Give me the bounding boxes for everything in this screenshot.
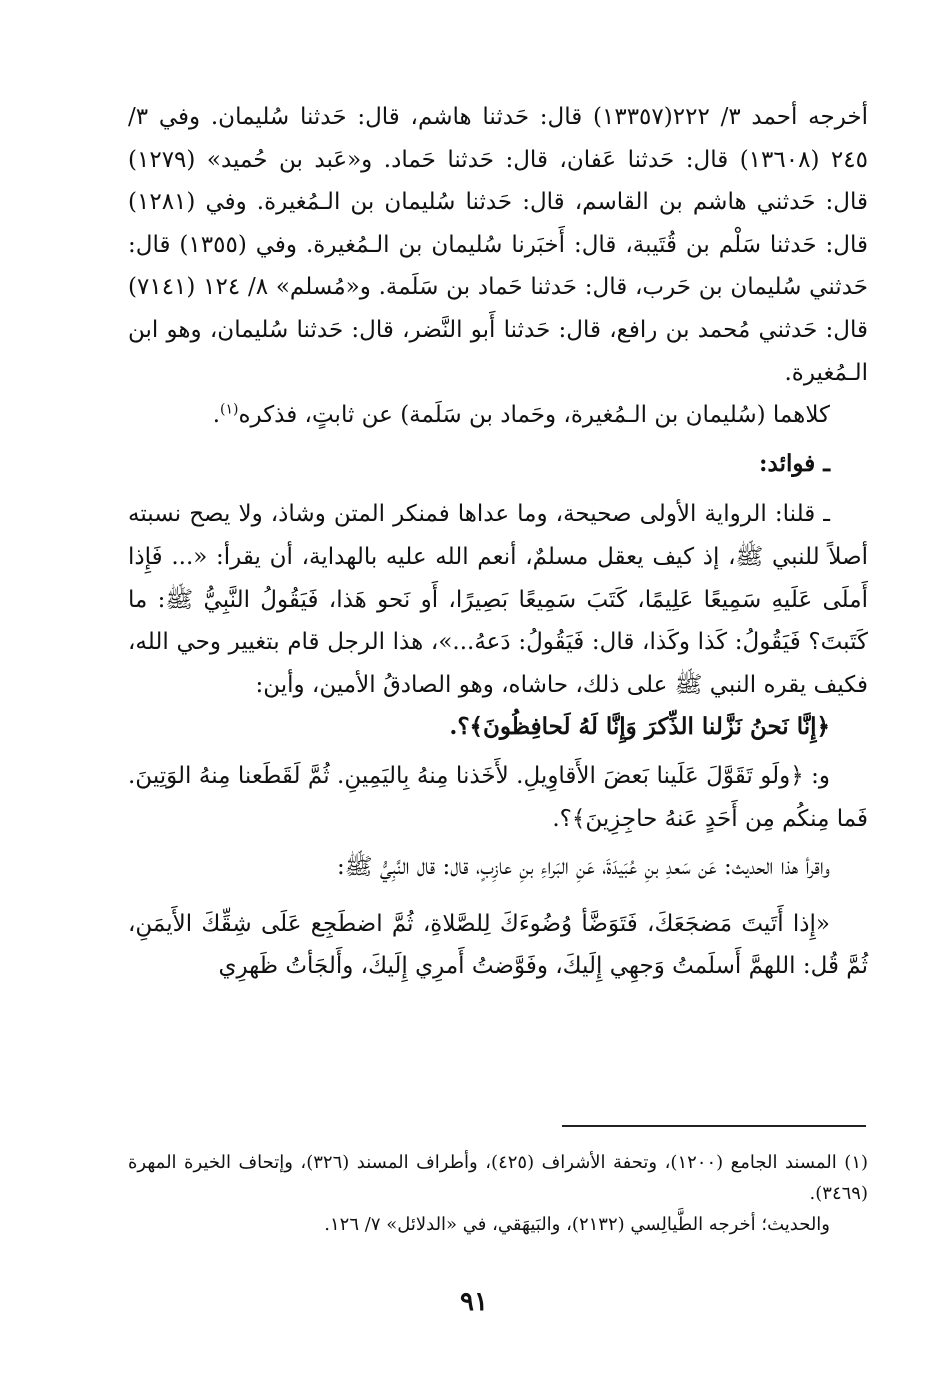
page-number: ٩١ [460,1287,488,1317]
both-narrators-paragraph [128,394,868,437]
quran-verse-1: ﴿إِنَّا نَحنُ نَزَّلنا الذِّكرَ وَإِنَّا لَهُ لَحافِظُونَ﴾؟. [449,713,830,741]
footnotes [128,1147,868,1240]
hadith-intro: واقرأ هذا الحديث: عَن سَعدِ بنِ عُبَيدَةَ، عَنِ البَراءِ بنِ عازِبٍ، قال: قال النَّبِيُّ ﷺ: [337,854,830,881]
both-narrators-text: كلاهما (سُليمان بن الـمُغيرة، وحَماد بن سَلَمة) عن ثابتٍ، فذكره [238,402,830,429]
section-heading: ـ فوائد: [759,449,830,477]
footnote-1: (١) المسند الجامع (١٢٠٠)، وتحفة الأشراف (٤٢٥)، وأطراف المسند (٣٢٦)، وإتحاف الخيرة المهرة (٣٤٦٩). [128,1152,869,1204]
takhrij-paragraph: أخرجه أحمد ٣/ ٢٢٢(١٣٣٥٧) قال: حَدثنا هاشم، قال: حَدثنا سُليمان. وفي ٣/ ٢٤٥ (١٣٦٠٨) قال: حَدثنا عَفان، قال: حَدثنا حَماد. و«عَبد بن حُميد» (١٢٧٩) قال: حَدثني هاشم بن القاسم، قال: حَدثنا سُليمان بن الـمُغيرة. وفي (١٢٨١) قال: حَدثنا سَلْم بن قُتَيبة، قال: أَخبَرنا سُليمان بن الـمُغيرة. وفي (١٣٥٥) قال: حَدثني سُليمان بن حَرب، قال: حَدثنا حَماد بن سَلَمة. و«مُسلم» ٨/ ١٢٤ (٧١٤١) قال: حَدثني مُحمد بن رافع، قال: حَدثنا أَبو النَّضر، قال: حَدثنا سُليمان، وهو ابن الـمُغيرة. [128,104,869,386]
benefits-paragraph: ـ قلنا: الرواية الأولى صحيحة، وما عداها فمنكر المتن وشاذ، ولا يصح نسبته أصلاً للنبي ﷺ، إذ كيف يعقل مسلمٌ، أنعم الله عليه بالهداية، أن يقرأ: «... فَإِذا أَملَى عَلَيهِ سَمِيعًا عَلِيمًا، كَتَبَ سَمِيعًا بَصِيرًا، أَو نَحو هَذا، فَيَقُولُ النَّبِيُّ ﷺ: ما كَتَبتَ؟ فَيَقُولُ: كَذا وكَذا، قال: فَيَقُولُ: دَعهُ...»، هذا الرجل قام بتغيير وحي الله، فكيف يقره النبي ﷺ على ذلك، حاشاه، وهو الصادقُ الأمين، وأين: [128,501,868,698]
sentence-end: . [212,402,220,429]
footnote-1-continuation: والحديث؛ أخرجه الطَّيالِسي (٢١٣٢)، والبَيهَقي، في «الدلائل» ٧/ ١٢٦. [324,1214,830,1235]
footnote-divider [562,1125,866,1127]
hadith-text: «إِذا أَتَيتَ مَضجَعَكَ، فَتَوَضَّأ وُضُوءَكَ لِلصَّلاةِ، ثُمَّ اضطَجِع عَلَى شِقِّكَ الأَيمَنِ، ثُمَّ قُل: اللهمَّ أَسلَمتُ وَجهِي إِلَيكَ، وفَوَّضتُ أَمرِي إِلَيكَ، وأَلجَأتُ ظَهرِي [128,910,868,980]
quran-verse-2: و: ﴿ولَو تَقَوَّلَ عَلَينا بَعضَ الأَقاوِيلِ. لأَخَذنا مِنهُ بِاليَمِينِ. ثُمَّ لَقَطَعنا مِنهُ الوَتِينَ. فَما مِنكُم مِن أَحَدٍ عَنهُ حاجِزِينَ﴾؟. [128,762,868,832]
footnote-reference[interactable]: (١) [220,401,239,418]
page-body [128,96,868,988]
